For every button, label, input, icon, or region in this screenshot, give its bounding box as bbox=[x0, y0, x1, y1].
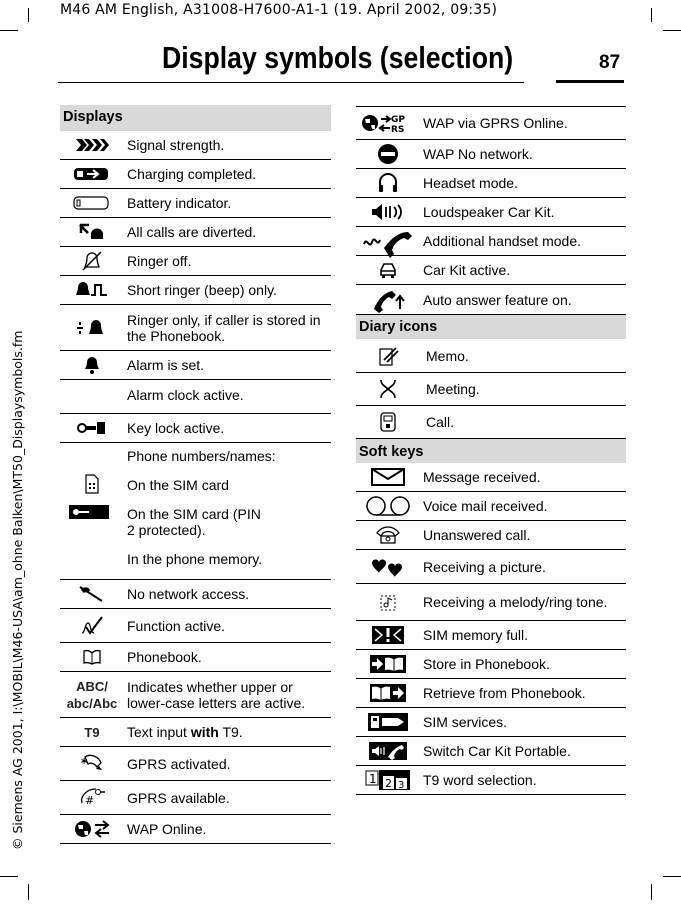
row-text: Headset mode. bbox=[423, 175, 518, 191]
table-row bbox=[356, 766, 626, 795]
retrieve-phonebook-icon bbox=[362, 679, 414, 707]
row-text: Key lock active. bbox=[127, 420, 225, 436]
row-subtext: In the phone memory. bbox=[127, 551, 263, 567]
row-text: WAP Online. bbox=[127, 821, 207, 837]
row-text: Switch Car Kit Portable. bbox=[423, 743, 571, 759]
table-row bbox=[356, 737, 626, 766]
voicemail-icon bbox=[362, 492, 414, 520]
crop-mark bbox=[651, 884, 652, 900]
row-subtext: On the SIM card bbox=[127, 477, 229, 493]
row-text: Meeting. bbox=[426, 381, 480, 397]
row-text: T9 word selection. bbox=[423, 772, 537, 788]
crop-mark bbox=[0, 30, 18, 31]
row-text: Additional handset mode. bbox=[423, 233, 581, 249]
table-row bbox=[60, 380, 331, 414]
section-title: Displays bbox=[63, 109, 123, 125]
loudspeaker-icon bbox=[362, 198, 414, 226]
row-text: Phone numbers/names: bbox=[127, 448, 276, 464]
row-text: SIM memory full. bbox=[423, 627, 529, 643]
table-row bbox=[60, 672, 331, 718]
table-row bbox=[356, 621, 626, 650]
table-row bbox=[60, 189, 331, 218]
phonebook-icon bbox=[66, 643, 118, 671]
table-row bbox=[356, 198, 626, 227]
table-row bbox=[60, 218, 331, 247]
row-text: Call. bbox=[426, 414, 455, 430]
unanswered-call-icon bbox=[362, 521, 414, 549]
row-text-part: Text input bbox=[127, 724, 191, 740]
row-text: Charging completed. bbox=[127, 166, 257, 182]
row-text: All calls are diverted. bbox=[127, 224, 257, 240]
row-text: Auto answer feature on. bbox=[423, 291, 572, 308]
table-row bbox=[60, 443, 331, 580]
row-text: WAP No network. bbox=[423, 146, 533, 162]
auto-answer-icon bbox=[362, 285, 414, 314]
svg-text:RS: RS bbox=[391, 125, 405, 135]
table-row bbox=[356, 650, 626, 679]
displays-table bbox=[60, 105, 331, 844]
table-row bbox=[356, 492, 626, 521]
wap-gprs-icon bbox=[362, 107, 414, 139]
alarm-icon bbox=[66, 351, 118, 379]
function-active-icon bbox=[66, 609, 118, 642]
store-phonebook-icon bbox=[362, 650, 414, 678]
short-ringer-icon bbox=[66, 276, 118, 304]
table-row bbox=[60, 718, 331, 747]
row-text: Ringer off. bbox=[127, 253, 192, 269]
melody-icon bbox=[362, 584, 414, 620]
row-text bbox=[127, 718, 331, 746]
table-row bbox=[60, 351, 331, 380]
row-text-bold: with bbox=[190, 724, 219, 740]
t9-key-2: 2 bbox=[385, 777, 392, 790]
page-number: 87 bbox=[599, 52, 621, 73]
table-row bbox=[60, 815, 331, 844]
call-divert-icon bbox=[66, 218, 118, 246]
meeting-icon bbox=[362, 373, 414, 405]
switch-car-kit-icon bbox=[362, 737, 414, 765]
row-text: Store in Phonebook. bbox=[423, 656, 550, 672]
page-title: Display symbols (selection) bbox=[162, 40, 514, 75]
wap-online-icon bbox=[66, 815, 118, 843]
row-text: Memo. bbox=[426, 347, 469, 364]
handset-icon bbox=[362, 227, 414, 255]
row-text: Ringer only, if caller is stored in the Phonebook. bbox=[127, 311, 321, 344]
row-text: WAP via GPRS Online. bbox=[423, 115, 568, 131]
table-row bbox=[356, 584, 626, 621]
row-text: Phonebook. bbox=[127, 649, 202, 665]
section-header-displays bbox=[60, 105, 331, 131]
table-row bbox=[356, 285, 626, 315]
row-text: Receiving a melody/ring tone. bbox=[423, 594, 608, 610]
row-text: Voice mail received. bbox=[423, 498, 548, 514]
row-text: Alarm is set. bbox=[127, 357, 205, 373]
table-row bbox=[60, 747, 331, 781]
row-subtext: On the SIM card (PIN 2 protected). bbox=[127, 506, 261, 538]
row-text: Unanswered call. bbox=[423, 527, 531, 543]
row-text: Battery indicator. bbox=[127, 195, 232, 211]
row-text: Message received. bbox=[423, 469, 541, 485]
table-row bbox=[356, 521, 626, 550]
call-icon bbox=[362, 406, 414, 438]
table-row bbox=[60, 276, 331, 305]
right-table bbox=[356, 106, 626, 795]
wap-no-network-icon bbox=[362, 140, 414, 168]
table-row bbox=[60, 131, 331, 160]
gprs-available-icon bbox=[66, 781, 118, 814]
row-text-part: T9. bbox=[218, 724, 243, 740]
table-row bbox=[356, 406, 626, 439]
section-header-softkeys bbox=[356, 439, 626, 463]
ringer-off-icon bbox=[66, 247, 118, 275]
table-row bbox=[60, 643, 331, 672]
row-text: Receiving a picture. bbox=[423, 558, 546, 575]
message-icon bbox=[362, 463, 414, 491]
t9-icon: T9 bbox=[84, 724, 100, 740]
crop-mark bbox=[28, 8, 29, 22]
t9-key-3: 3 bbox=[398, 780, 405, 791]
svg-text:*: * bbox=[81, 755, 88, 770]
section-title: Diary icons bbox=[359, 319, 438, 335]
headset-icon bbox=[362, 169, 414, 197]
section-title: Soft keys bbox=[359, 444, 424, 460]
table-row bbox=[60, 305, 331, 351]
row-text: No network access. bbox=[127, 586, 250, 602]
table-row bbox=[356, 373, 626, 406]
table-row bbox=[60, 414, 331, 443]
row-text: Signal strength. bbox=[127, 137, 225, 153]
table-row bbox=[356, 339, 626, 373]
row-text: Car Kit active. bbox=[423, 262, 511, 278]
table-row bbox=[60, 781, 331, 815]
crop-mark bbox=[0, 876, 18, 877]
table-row bbox=[356, 550, 626, 584]
battery-icon bbox=[66, 189, 118, 217]
row-text: Alarm clock active. bbox=[127, 387, 244, 403]
svg-text:GP: GP bbox=[391, 115, 405, 125]
table-row bbox=[356, 708, 626, 737]
table-row bbox=[356, 679, 626, 708]
svg-text:#: # bbox=[85, 793, 95, 807]
sim-services-icon bbox=[362, 708, 414, 736]
row-text: Function active. bbox=[127, 617, 226, 634]
row-text: Indicates whether upper or lower-case letters are active. bbox=[127, 678, 306, 711]
title-rule bbox=[58, 82, 524, 83]
crop-mark bbox=[651, 8, 652, 22]
signal-strength-icon bbox=[66, 131, 118, 159]
car-kit-icon bbox=[362, 256, 414, 284]
table-row bbox=[60, 247, 331, 276]
table-row bbox=[60, 609, 331, 643]
row-text: GPRS activated. bbox=[127, 755, 231, 772]
sidebar-file-path: © Siemens AG 2001, I:\MOBIL\M46-USA\am_ohne Balken\MT50_Displaysymbols.fm bbox=[10, 330, 25, 850]
phonebook-ringer-icon bbox=[66, 305, 118, 350]
row-text: Short ringer (beep) only. bbox=[127, 282, 277, 298]
crop-mark bbox=[663, 876, 681, 877]
t9-key-1: 1 bbox=[369, 772, 377, 786]
memo-icon bbox=[362, 339, 414, 372]
row-text: Retrieve from Phonebook. bbox=[423, 685, 586, 701]
document-header: M46 AM English, A31008-H7600-A1-1 (19. April 2002, 09:35) bbox=[60, 2, 498, 18]
case-icon: ABC/ abc/Abc bbox=[66, 678, 118, 711]
phone-numbers-icon bbox=[66, 475, 118, 528]
row-text-block bbox=[127, 443, 331, 579]
table-row bbox=[356, 256, 626, 285]
row-text: Loudspeaker Car Kit. bbox=[423, 204, 555, 220]
table-row bbox=[356, 169, 626, 198]
table-row bbox=[356, 227, 626, 256]
table-row bbox=[60, 160, 331, 189]
no-network-icon bbox=[66, 580, 118, 608]
table-row bbox=[356, 107, 626, 140]
t9-word-icon bbox=[362, 766, 414, 794]
table-row bbox=[356, 140, 626, 169]
picture-icon bbox=[362, 550, 414, 583]
crop-mark bbox=[663, 30, 681, 31]
sim-full-icon bbox=[362, 621, 414, 649]
key-lock-icon bbox=[66, 414, 118, 442]
section-header-diary bbox=[356, 315, 626, 339]
table-row bbox=[356, 463, 626, 492]
page-number-rule bbox=[556, 80, 624, 83]
charging-complete-icon bbox=[66, 160, 118, 188]
gprs-activated-icon bbox=[66, 747, 118, 780]
crop-mark bbox=[28, 884, 29, 900]
row-text: GPRS available. bbox=[127, 789, 230, 806]
table-row bbox=[60, 580, 331, 609]
row-text: SIM services. bbox=[423, 714, 508, 730]
